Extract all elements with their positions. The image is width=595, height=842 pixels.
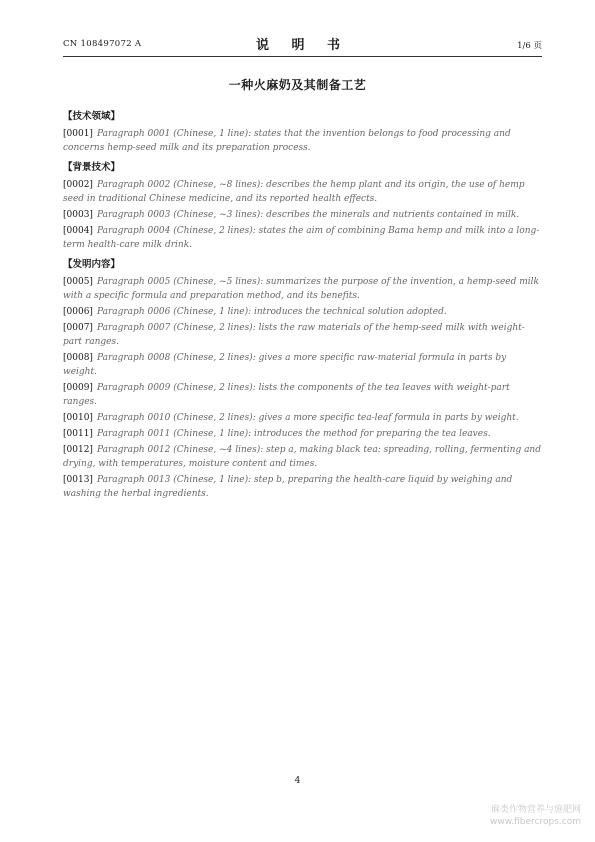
paragraph-text: Paragraph 0005 (Chinese, ~5 lines): summarizes the purpose of the invention, a hemp-seed milk with a specific formula and preparation method, and its benefits. [63,277,539,301]
section-heading: 【技术领域】 [63,111,121,122]
paragraph [63,208,542,222]
document-type: 说 明 书 [255,38,350,53]
paragraph-text: Paragraph 0004 (Chinese, 2 lines): states the aim of combining Bama hemp and milk into a long-term health-care milk drink. [63,226,540,250]
watermark-site-name: 麻类作物营养与施肥网 [490,805,581,815]
paragraph [63,351,542,379]
paragraph-text: Paragraph 0002 (Chinese, ~8 lines): describes the hemp plant and its origin, the use of hemp seed in traditional Chinese medicine, and its reported health effects. [63,180,525,204]
paragraph-number: [0011] [63,429,93,439]
paragraph-text: Paragraph 0008 (Chinese, 2 lines): gives a more specific raw-material formula in parts by weight. [63,353,507,377]
document-title: 一种火麻奶及其制备工艺 [228,78,367,92]
paragraph-number: [0001] [63,129,93,139]
paragraph-text: Paragraph 0010 (Chinese, 2 lines): gives a more specific tea-leaf formula in parts by weight. [96,413,519,423]
paragraph-number: [0003] [63,210,93,220]
paragraph-number: [0008] [63,353,93,363]
paragraph-text: Paragraph 0012 (Chinese, ~4 lines): step a, making black tea: spreading, rolling, fermenting and drying, with temperatures, moisture content and times. [63,445,541,469]
paragraph [63,411,542,425]
paragraph-text: Paragraph 0013 (Chinese, 1 line): step b, preparing the health-care liquid by weighing and washing the herbal ingredients. [63,475,513,499]
page-header [63,34,542,52]
paragraph-number: [0004] [63,226,93,236]
paragraph [63,305,542,319]
paragraph-number: [0002] [63,180,93,190]
paragraph [63,275,542,303]
paragraph [63,127,542,155]
paragraph-number: [0012] [63,445,93,455]
paragraph [63,224,542,252]
header-divider [63,56,542,57]
paragraph-text: Paragraph 0003 (Chinese, ~3 lines): describes the minerals and nutrients contained in milk. [96,210,520,220]
section-heading: 【背景技术】 [63,162,121,173]
paragraph-text: Paragraph 0007 (Chinese, 2 lines): lists the raw materials of the hemp-seed milk with weight-part ranges. [63,323,525,347]
patent-number: CN 108497072 A [63,39,142,49]
paragraph-text: Paragraph 0011 (Chinese, 1 line): introduces the method for preparing the tea leaves. [96,429,491,439]
paragraph-text: Paragraph 0006 (Chinese, 1 line): introduces the technical solution adopted. [96,307,447,317]
page-fraction: 1/6 页 [517,41,542,51]
section-heading: 【发明内容】 [63,259,121,270]
paragraph-number: [0013] [63,475,93,485]
paragraph-text: Paragraph 0009 (Chinese, 2 lines): lists the components of the tea leaves with weight-part ranges. [63,383,510,407]
paragraph-number: [0006] [63,307,93,317]
page-number: 4 [294,776,301,786]
paragraph-number: [0010] [63,413,93,423]
paragraph-text: Paragraph 0001 (Chinese, 1 line): states that the invention belongs to food processing and concerns hemp-seed milk and its preparation process. [63,129,511,153]
watermark-url: www.fibercrops.com [490,817,581,827]
paragraph [63,443,542,471]
site-watermark [490,804,581,828]
document-body [63,104,542,503]
paragraph [63,178,542,206]
paragraph [63,427,542,441]
paragraph [63,321,542,349]
paragraph [63,381,542,409]
paragraph [63,473,542,501]
paragraph-number: [0005] [63,277,93,287]
paragraph-number: [0009] [63,383,93,393]
paragraph-number: [0007] [63,323,93,333]
